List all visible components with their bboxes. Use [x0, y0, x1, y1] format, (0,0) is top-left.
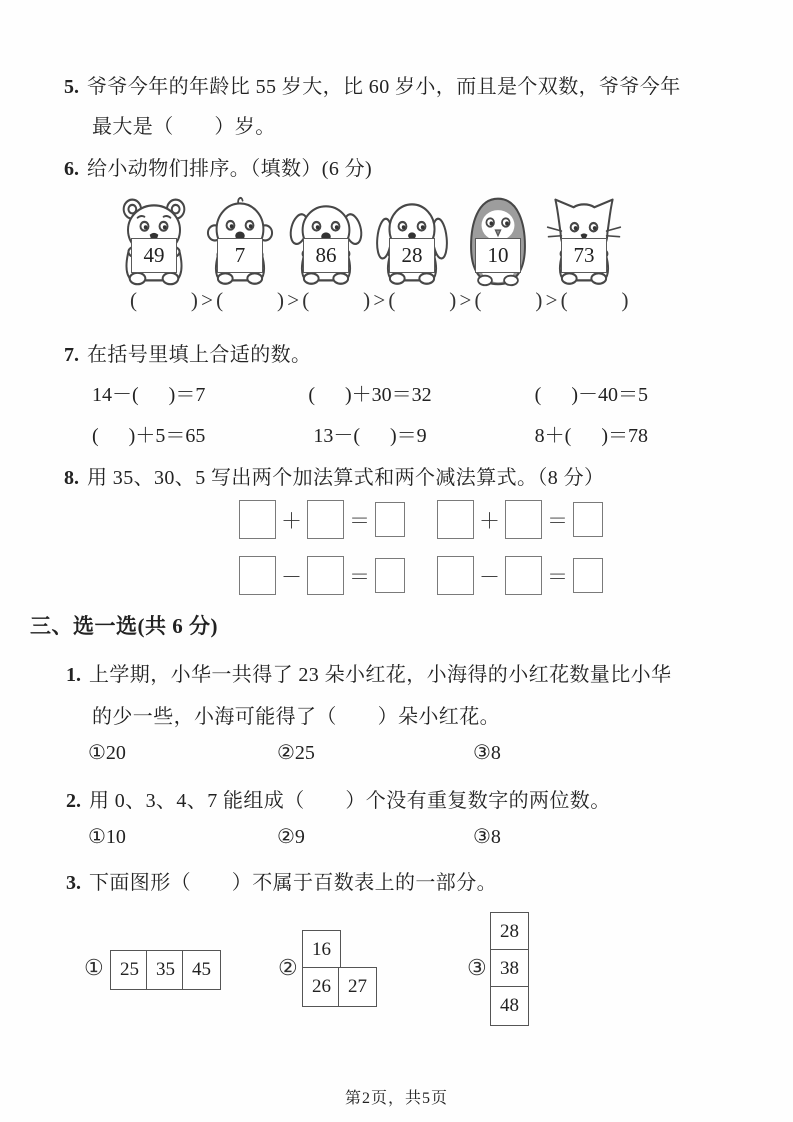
section-3-title: 三、选一选(共 6 分): [30, 614, 218, 638]
answer-box: [437, 500, 474, 539]
animal-row: [115, 190, 623, 288]
question-6-header: [64, 152, 372, 181]
question-6-text: 给小动物们排序。（填数）(6 分): [87, 158, 373, 180]
answer-box: [505, 556, 542, 595]
minus-operator: －: [479, 564, 500, 589]
page-footer: 第2页，共5页: [344, 1090, 448, 1107]
choice-2-text: 用 0、3、4、7 能组成（ ）个没有重复数字的两位数。: [89, 790, 611, 812]
animal-penguin: [459, 193, 537, 288]
question-8-header: [64, 461, 604, 490]
choice-1-option-1: ①20: [88, 742, 126, 764]
number-card: 28: [389, 238, 435, 273]
choice-2-option-1: ①10: [88, 826, 126, 848]
equals-operator: ＝: [349, 508, 370, 533]
answer-box: [573, 502, 603, 537]
fill-blank-row-1: [92, 378, 648, 407]
plus-operator: ＋: [479, 508, 500, 533]
grid-cell: 38: [490, 949, 529, 989]
choice-1-option-3: ③8: [473, 742, 501, 764]
choice-3-text: 下面图形（ ）不属于百数表上的一部分。: [89, 872, 497, 894]
plus-operator: ＋: [281, 508, 302, 533]
choice-1-number: 1.: [66, 664, 81, 686]
equals-operator: ＝: [349, 564, 370, 589]
equals-operator: ＝: [547, 508, 568, 533]
answer-box: [375, 502, 405, 537]
minus-operator: －: [281, 564, 302, 589]
ordering-blanks: ( )>( )>( )>( )>( )>( ): [130, 288, 632, 312]
figure-3-label: ③: [467, 955, 487, 980]
grid-cell: 45: [182, 950, 221, 990]
question-5-number: 5.: [64, 76, 79, 98]
equation: 14－( )＝7: [92, 384, 206, 406]
grid-cell: 26: [302, 967, 341, 1007]
question-5-line-1: [64, 70, 681, 99]
grid-cell: 27: [338, 967, 377, 1007]
equation: 8＋( )＝78: [534, 425, 648, 447]
choice-2-option-2: ②9: [277, 826, 305, 848]
box-equation-subtraction: [434, 556, 606, 595]
question-7-number: 7.: [64, 344, 79, 366]
animal-bear: [115, 193, 193, 288]
equation: ( )＋30＝32: [308, 384, 432, 406]
answer-box: [239, 556, 276, 595]
answer-box: [307, 556, 344, 595]
choice-2-line: [66, 784, 611, 813]
question-7-text: 在括号里填上合适的数。: [87, 344, 312, 366]
choice-3-number: 3.: [66, 872, 81, 894]
animal-monkey: [201, 193, 279, 288]
box-equation-addition: [434, 500, 606, 539]
figure-2-label: ②: [278, 955, 298, 980]
grid-cell: 48: [490, 986, 529, 1026]
number-card: 49: [131, 238, 177, 273]
choice-2-option-3: ③8: [473, 826, 501, 848]
animal-dog: [287, 193, 365, 288]
question-6-number: 6.: [64, 158, 79, 180]
answer-box: [573, 558, 603, 593]
question-8-text: 用 35、30、5 写出两个加法算式和两个减法算式。（8 分）: [87, 467, 605, 489]
answer-box: [307, 500, 344, 539]
question-5-line-2: 最大是（ ）岁。: [92, 116, 276, 138]
equation: ( )＋5＝65: [92, 425, 206, 447]
equation: 13－( )＝9: [313, 425, 427, 447]
number-card: 86: [303, 238, 349, 273]
grid-cell: 35: [146, 950, 185, 990]
choice-1-option-2: ②25: [277, 742, 315, 764]
box-equation-subtraction: [236, 556, 408, 595]
answer-box: [375, 558, 405, 593]
animal-rabbit: [373, 193, 451, 288]
choice-2-number: 2.: [66, 790, 81, 812]
equation: ( )－40＝5: [534, 384, 648, 406]
choice-1-line-1: [66, 658, 671, 687]
grid-cell: 25: [110, 950, 149, 990]
answer-box: [505, 500, 542, 539]
equals-operator: ＝: [547, 564, 568, 589]
subtraction-equations-row: [236, 556, 606, 595]
addition-equations-row: [236, 500, 606, 539]
grid-cell: 16: [302, 930, 341, 970]
grid-cell: 28: [490, 912, 529, 952]
question-7-header: [64, 338, 311, 367]
answer-box: [437, 556, 474, 595]
number-card: 10: [475, 238, 521, 273]
question-8-number: 8.: [64, 467, 79, 489]
answer-box: [239, 500, 276, 539]
animal-cat: [545, 193, 623, 288]
box-equation-addition: [236, 500, 408, 539]
number-card: 73: [561, 238, 607, 273]
choice-1-line-2: 的少一些，小海可能得了（ ）朵小红花。: [92, 706, 500, 728]
choice-3-line: [66, 866, 497, 895]
fill-blank-row-2: [92, 419, 648, 448]
figure-1-label: ①: [84, 955, 104, 980]
question-5-text: 爷爷今年的年龄比 55 岁大，比 60 岁小，而且是个双数，爷爷今年: [87, 76, 681, 98]
number-card: 7: [217, 238, 263, 273]
choice-1-text: 上学期，小华一共得了 23 朵小红花，小海得的小红花数量比小华: [89, 664, 672, 686]
